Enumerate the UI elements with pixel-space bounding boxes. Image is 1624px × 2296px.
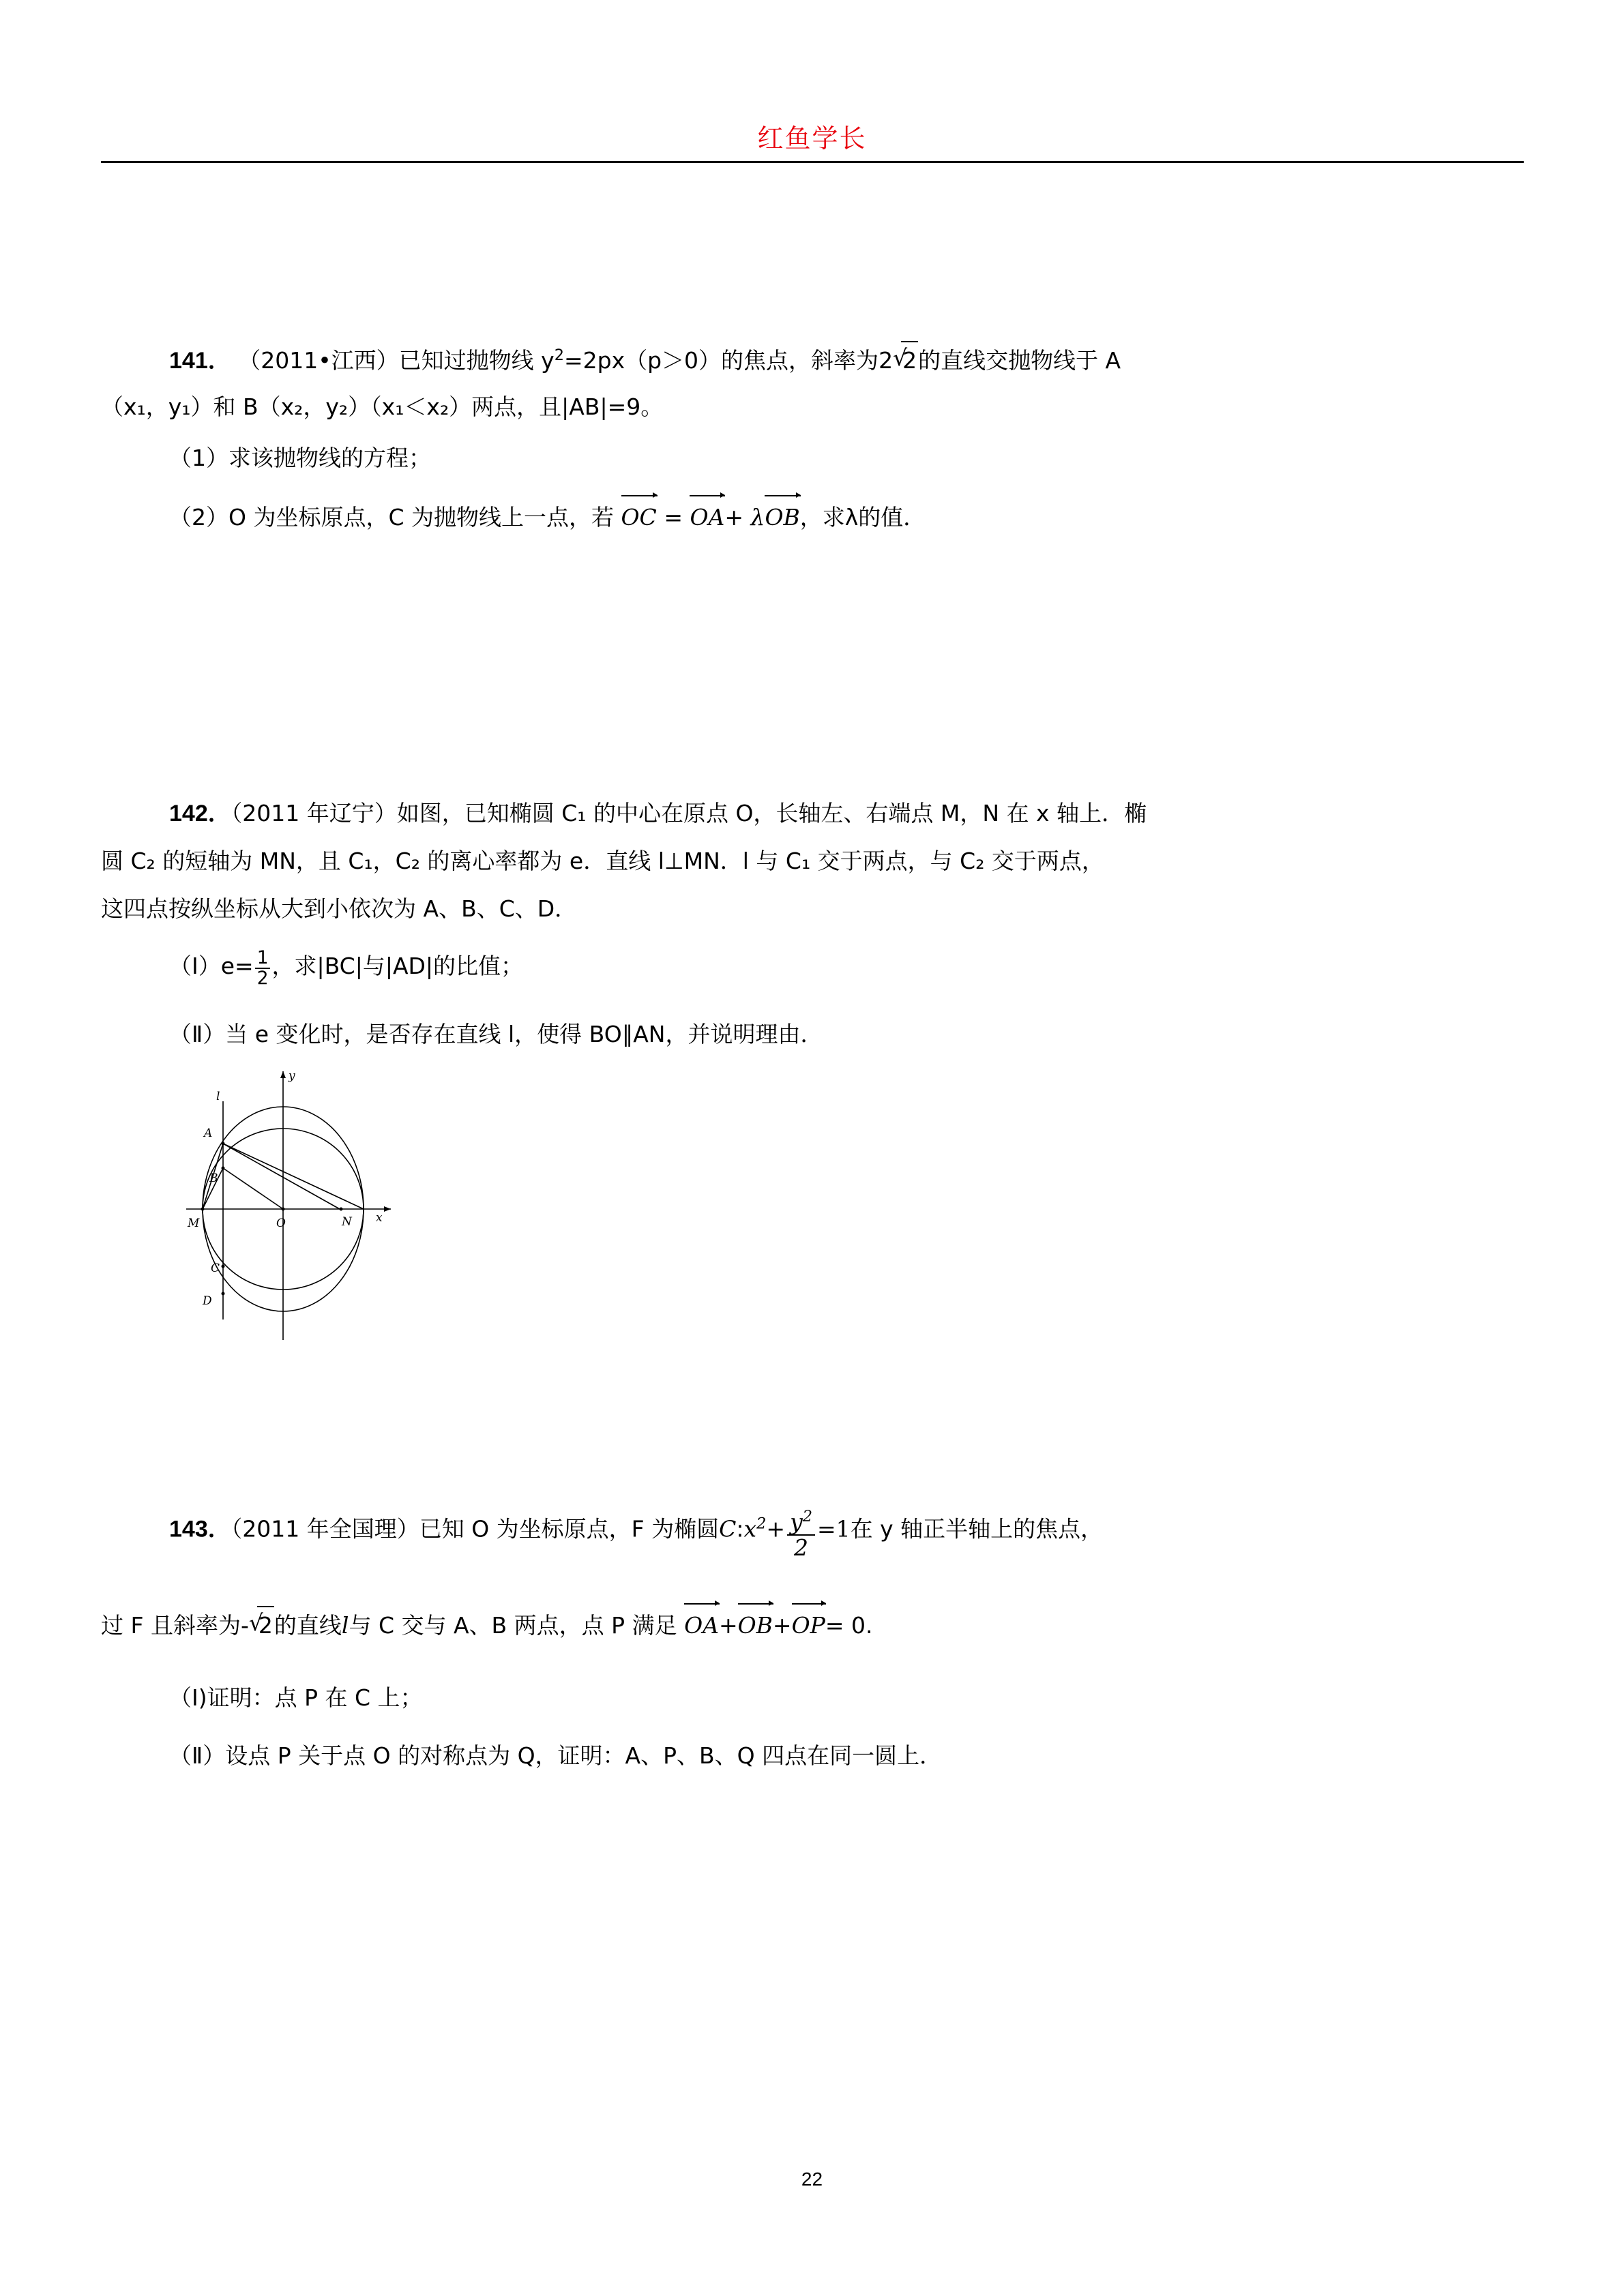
fraction-numerator-y: y <box>790 1508 803 1535</box>
problem-141-number: 141． <box>169 348 231 374</box>
problem-143-part-2: （Ⅱ）设点 P 关于点 O 的对称点为 Q，证明：A、P、B、Q 四点在同一圆上． <box>169 1742 943 1769</box>
fraction-y2-over-2 <box>787 1508 815 1561</box>
fraction-denominator-2: 2 <box>787 1534 815 1560</box>
line-name-l: l <box>341 1612 349 1639</box>
problem-142-line-1 <box>169 795 1526 833</box>
plus-sign: + <box>724 504 744 531</box>
fraction-one-half <box>255 946 271 989</box>
problem-142-number: 142． <box>169 801 231 826</box>
problem-142-part-1 <box>169 948 523 987</box>
vector-op: OP <box>792 1606 825 1643</box>
vector-oa: OA <box>690 498 724 535</box>
page-number: 22 <box>801 2168 823 2190</box>
problem-141-line-2: （x₁，y₁）和 B（x₂，y₂）（x₁＜x₂）两点，且|AB|=9。 <box>101 393 664 420</box>
problem-141-text-c: 的直线交抛物线于 A <box>918 347 1121 374</box>
equals-sign: = <box>664 504 683 531</box>
problem-143-line-1 <box>169 1508 1533 1561</box>
problem-143-text-a: （2011 年全国理）已知 O 为坐标原点，F 为椭圆 <box>231 1515 720 1542</box>
svg-text:A: A <box>204 1127 213 1140</box>
problem-143-line-2-text-c: 与 C 交与 A、B 两点，点 P 满足 <box>349 1612 677 1639</box>
problem-141-part-2-text-b: ，求λ的值． <box>799 504 926 531</box>
problem-143-text-b: 在 y 轴正半轴上的焦点， <box>850 1515 1104 1542</box>
problem-142-text-1: （2011 年辽宁）如图，已知椭圆 C₁ 的中心在原点 O，长轴左、右端点 M，N 在 x 轴上．椭 <box>231 800 1147 826</box>
sqrt-radicand-2: 2 <box>257 1606 274 1643</box>
header-divider <box>101 161 1524 163</box>
vector-oc: OC <box>621 498 657 535</box>
problem-142-part-1-text-b: ，求|BC|与|AD|的比值； <box>271 953 524 979</box>
plus-sign-4: + <box>772 1612 792 1639</box>
vector-ob: OB <box>765 498 799 535</box>
sqrt-2-icon <box>893 341 918 378</box>
problem-141-part-2-text-a: （2）O 为坐标原点，C 为抛物线上一点，若 <box>169 504 614 531</box>
equals-one: =1 <box>817 1515 851 1542</box>
x-exponent: 2 <box>756 1515 767 1533</box>
problem-141-exponent: 2 <box>554 346 564 364</box>
problem-142-line-3: 这四点按纵坐标从大到小依次为 A、B、C、D． <box>101 895 578 922</box>
svg-text:M: M <box>188 1217 200 1230</box>
problem-143-number: 143． <box>169 1516 231 1542</box>
ellipse-circle-diagram <box>174 1060 474 1354</box>
svg-text:B: B <box>209 1172 218 1185</box>
svg-text:D: D <box>203 1294 212 1308</box>
sqrt-radicand: 2 <box>901 341 918 378</box>
svg-text:x: x <box>376 1211 383 1225</box>
plus-sign-3: + <box>718 1612 738 1639</box>
ellipse-name-c: C <box>719 1515 737 1542</box>
svg-text:C: C <box>211 1262 220 1275</box>
problem-141-part-2 <box>169 498 1526 535</box>
problem-142-part-1-text-a: （Ⅰ）e= <box>169 953 254 979</box>
problem-141-part-1: （1）求该抛物线的方程； <box>169 445 431 471</box>
colon: : <box>736 1515 744 1542</box>
problem-142-line-2: 圆 C₂ 的短轴为 MN，且 C₁，C₂ 的离心率都为 e．直线 l⊥MN．l 与 C₁ 交于两点，与 C₂ 交于两点， <box>101 848 1104 874</box>
problem-141-line-1 <box>169 341 1526 380</box>
problem-142-part-2: （Ⅱ）当 e 变化时，是否存在直线 l，使得 BO∥AN，并说明理由． <box>169 1021 823 1047</box>
page-header-title: 红鱼学长 <box>757 123 867 153</box>
svg-text:O: O <box>276 1217 286 1230</box>
sqrt-2-icon-2 <box>249 1606 274 1643</box>
plus-sign-2: + <box>766 1515 786 1542</box>
problem-143-line-2-text-b: 的直线 <box>274 1612 342 1639</box>
problem-143-part-1: （Ⅰ)证明：点 P 在 C 上； <box>169 1684 423 1711</box>
problem-143-line-2 <box>101 1606 1533 1643</box>
fraction-numerator-y2 <box>787 1508 815 1534</box>
lambda-symbol: λ <box>750 504 765 531</box>
fraction-numerator: 1 <box>256 946 269 968</box>
minus-sign: - <box>240 1612 249 1639</box>
fraction-denominator: 2 <box>255 968 271 988</box>
problem-143-line-2-text-a: 过 F 且斜率为 <box>101 1612 241 1639</box>
vector-oa-2: OA <box>684 1606 719 1643</box>
problem-141-text-b: =2px（p＞0）的焦点，斜率为 <box>563 347 879 374</box>
svg-text:l: l <box>216 1090 220 1103</box>
vector-ob-2: OB <box>738 1606 773 1643</box>
problem-141-text-a: （2011•江西）已知过抛物线 y <box>238 347 555 374</box>
fraction-numerator-exponent: 2 <box>802 1508 813 1525</box>
equals-zero: = 0. <box>825 1612 873 1639</box>
svg-text:N: N <box>342 1215 352 1229</box>
variable-x: x <box>743 1515 757 1542</box>
problem-141-slope-coefficient: 2 <box>879 347 894 374</box>
svg-text:y: y <box>289 1069 295 1083</box>
